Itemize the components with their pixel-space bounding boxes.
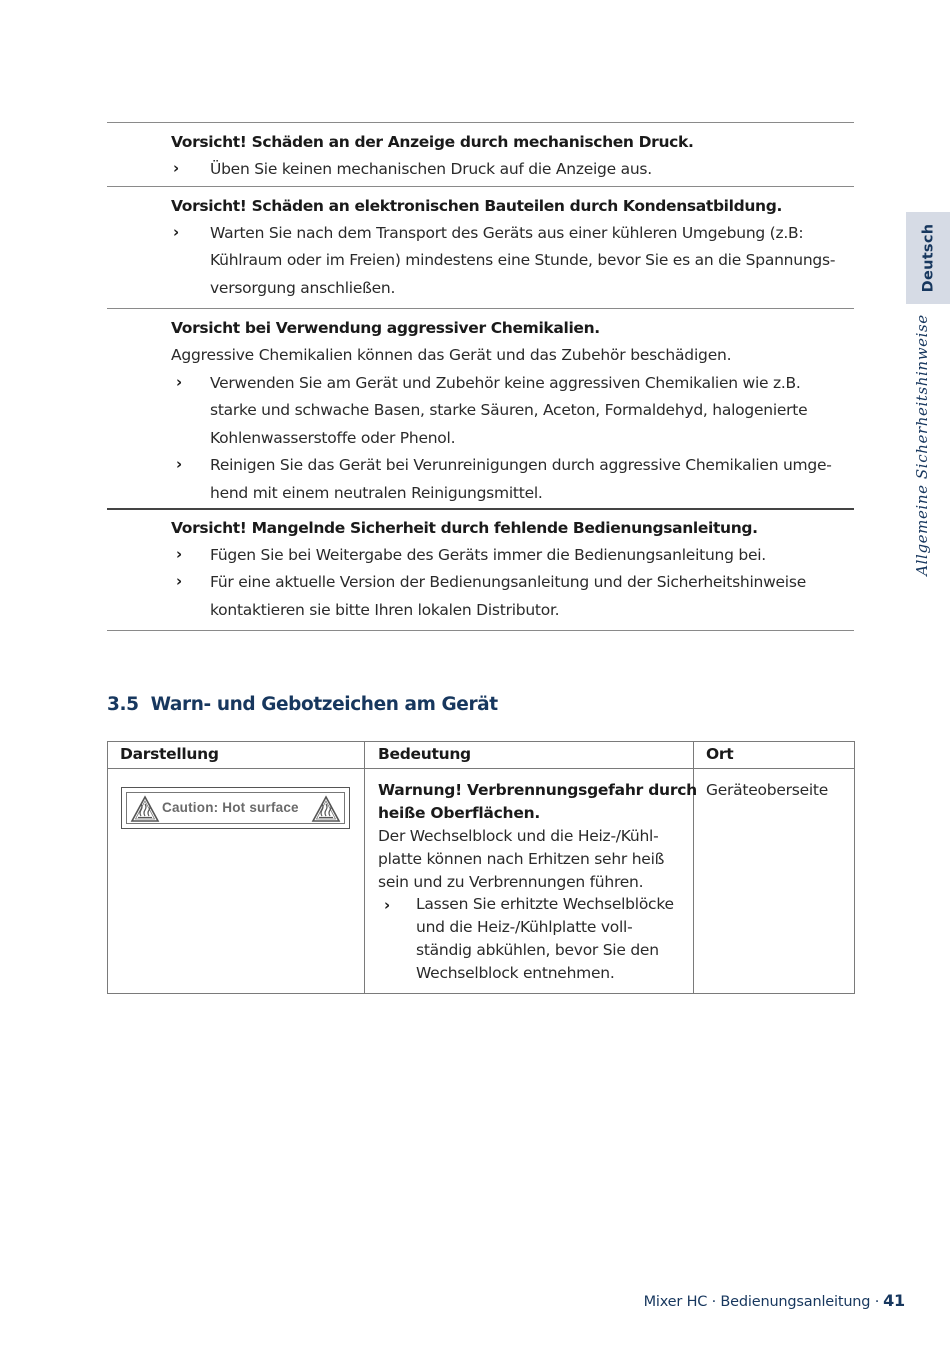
- notice-title: Vorsicht bei Verwendung aggressiver Chemikalien.: [171, 319, 600, 337]
- meaning-bullet-text: Wechselblock entnehmen.: [416, 964, 615, 982]
- notice-bullet-text: Üben Sie keinen mechanischen Druck auf die Anzeige aus.: [210, 160, 652, 178]
- chapter-side-text: Allgemeine Sicherheitshinweise: [913, 314, 931, 576]
- notice-bullet-text: versorgung anschließen.: [210, 279, 396, 297]
- notice-title: Vorsicht! Schäden an elektronischen Bauteilen durch Kondensatbildung.: [171, 197, 783, 215]
- notice-divider: [107, 122, 854, 123]
- notice-bullet-text: hend mit einem neutralen Reinigungsmittel.: [210, 484, 543, 502]
- notice-divider: [107, 508, 854, 510]
- meaning-text: sein und zu Verbrennungen führen.: [378, 873, 644, 891]
- table-header-bedeutung: Bedeutung: [378, 745, 471, 763]
- section-heading: [107, 694, 498, 715]
- table-border-col1: [364, 741, 365, 994]
- bullet-icon: ›: [173, 223, 180, 241]
- notice-divider: [107, 308, 854, 309]
- notice-bullet-text: Kühlraum oder im Freien) mindestens eine Stunde, bevor Sie es an die Spannungs-: [210, 251, 836, 269]
- meaning-bullet-text: und die Heiz-/Kühlplatte voll-: [416, 918, 633, 936]
- page-footer: [644, 1291, 905, 1310]
- notice-title: Vorsicht! Schäden an der Anzeige durch mechanischen Druck.: [171, 133, 694, 151]
- notice-title: Vorsicht! Mangelnde Sicherheit durch fehlende Bedienungsanleitung.: [171, 519, 758, 537]
- location-value: Geräteoberseite: [706, 781, 829, 799]
- meaning-title: Warnung! Verbrennungsgefahr durch: [378, 781, 697, 799]
- footer-text: Mixer HC · Bedienungsanleitung ·: [643, 1294, 880, 1310]
- bullet-icon: ›: [176, 572, 183, 590]
- notice-bullet-text: Warten Sie nach dem Transport des Geräts aus einer kühleren Umgebung (z.B:: [210, 224, 804, 242]
- section-number: 3.5: [107, 694, 139, 715]
- language-tab-text: Deutsch: [920, 223, 936, 293]
- bullet-icon: ›: [173, 159, 180, 177]
- notice-bullet-text: Für eine aktuelle Version der Bedienungsanleitung und der Sicherheitshinweise: [210, 573, 806, 591]
- meaning-title: heiße Oberflächen.: [378, 804, 541, 822]
- language-tab-label: [906, 212, 950, 304]
- table-border-top: [107, 741, 855, 742]
- hot-surface-label: [121, 787, 350, 829]
- notice-divider: [107, 186, 854, 187]
- notice-bullet-text: Kohlenwasserstoffe oder Phenol.: [210, 429, 456, 447]
- table-header-darstellung: Darstellung: [120, 745, 219, 763]
- table-border-left: [107, 741, 108, 994]
- table-border-header: [107, 768, 855, 769]
- chapter-side-label: [908, 312, 936, 578]
- table-header-ort: Ort: [706, 745, 734, 763]
- notice-bullet-text: Verwenden Sie am Gerät und Zubehör keine aggressiven Chemikalien wie z.B.: [210, 374, 801, 392]
- meaning-text: platte können nach Erhitzen sehr heiß: [378, 850, 665, 868]
- meaning-bullet-text: Lassen Sie erhitzte Wechselblöcke: [416, 895, 674, 913]
- hot-surface-warning-icon: [130, 795, 160, 823]
- page-number: 41: [883, 1291, 905, 1310]
- notice-bullet-text: Reinigen Sie das Gerät bei Verunreinigungen durch aggressive Chemikalien umge-: [210, 456, 832, 474]
- bullet-icon: ›: [384, 896, 391, 914]
- notice-divider: [107, 630, 854, 631]
- bullet-icon: ›: [176, 545, 183, 563]
- hot-surface-warning-icon: [311, 795, 341, 823]
- bullet-icon: ›: [176, 373, 183, 391]
- table-border-right: [854, 741, 855, 994]
- bullet-icon: ›: [176, 455, 183, 473]
- table-border-bottom: [107, 993, 855, 994]
- notice-bullet-text: kontaktieren sie bitte Ihren lokalen Distributor.: [210, 601, 560, 619]
- notice-bullet-text: starke und schwache Basen, starke Säuren, Aceton, Formaldehyd, halogenierte: [210, 401, 808, 419]
- meaning-text: Der Wechselblock und die Heiz-/Kühl-: [378, 827, 659, 845]
- meaning-bullet-text: ständig abkühlen, bevor Sie den: [416, 941, 659, 959]
- section-title: Warn- und Gebotzeichen am Gerät: [150, 694, 498, 715]
- notice-text: Aggressive Chemikalien können das Gerät und das Zubehör beschädigen.: [171, 346, 732, 364]
- hot-surface-label-text: Caution: Hot surface: [162, 800, 299, 815]
- notice-bullet-text: Fügen Sie bei Weitergabe des Geräts immer die Bedienungsanleitung bei.: [210, 546, 766, 564]
